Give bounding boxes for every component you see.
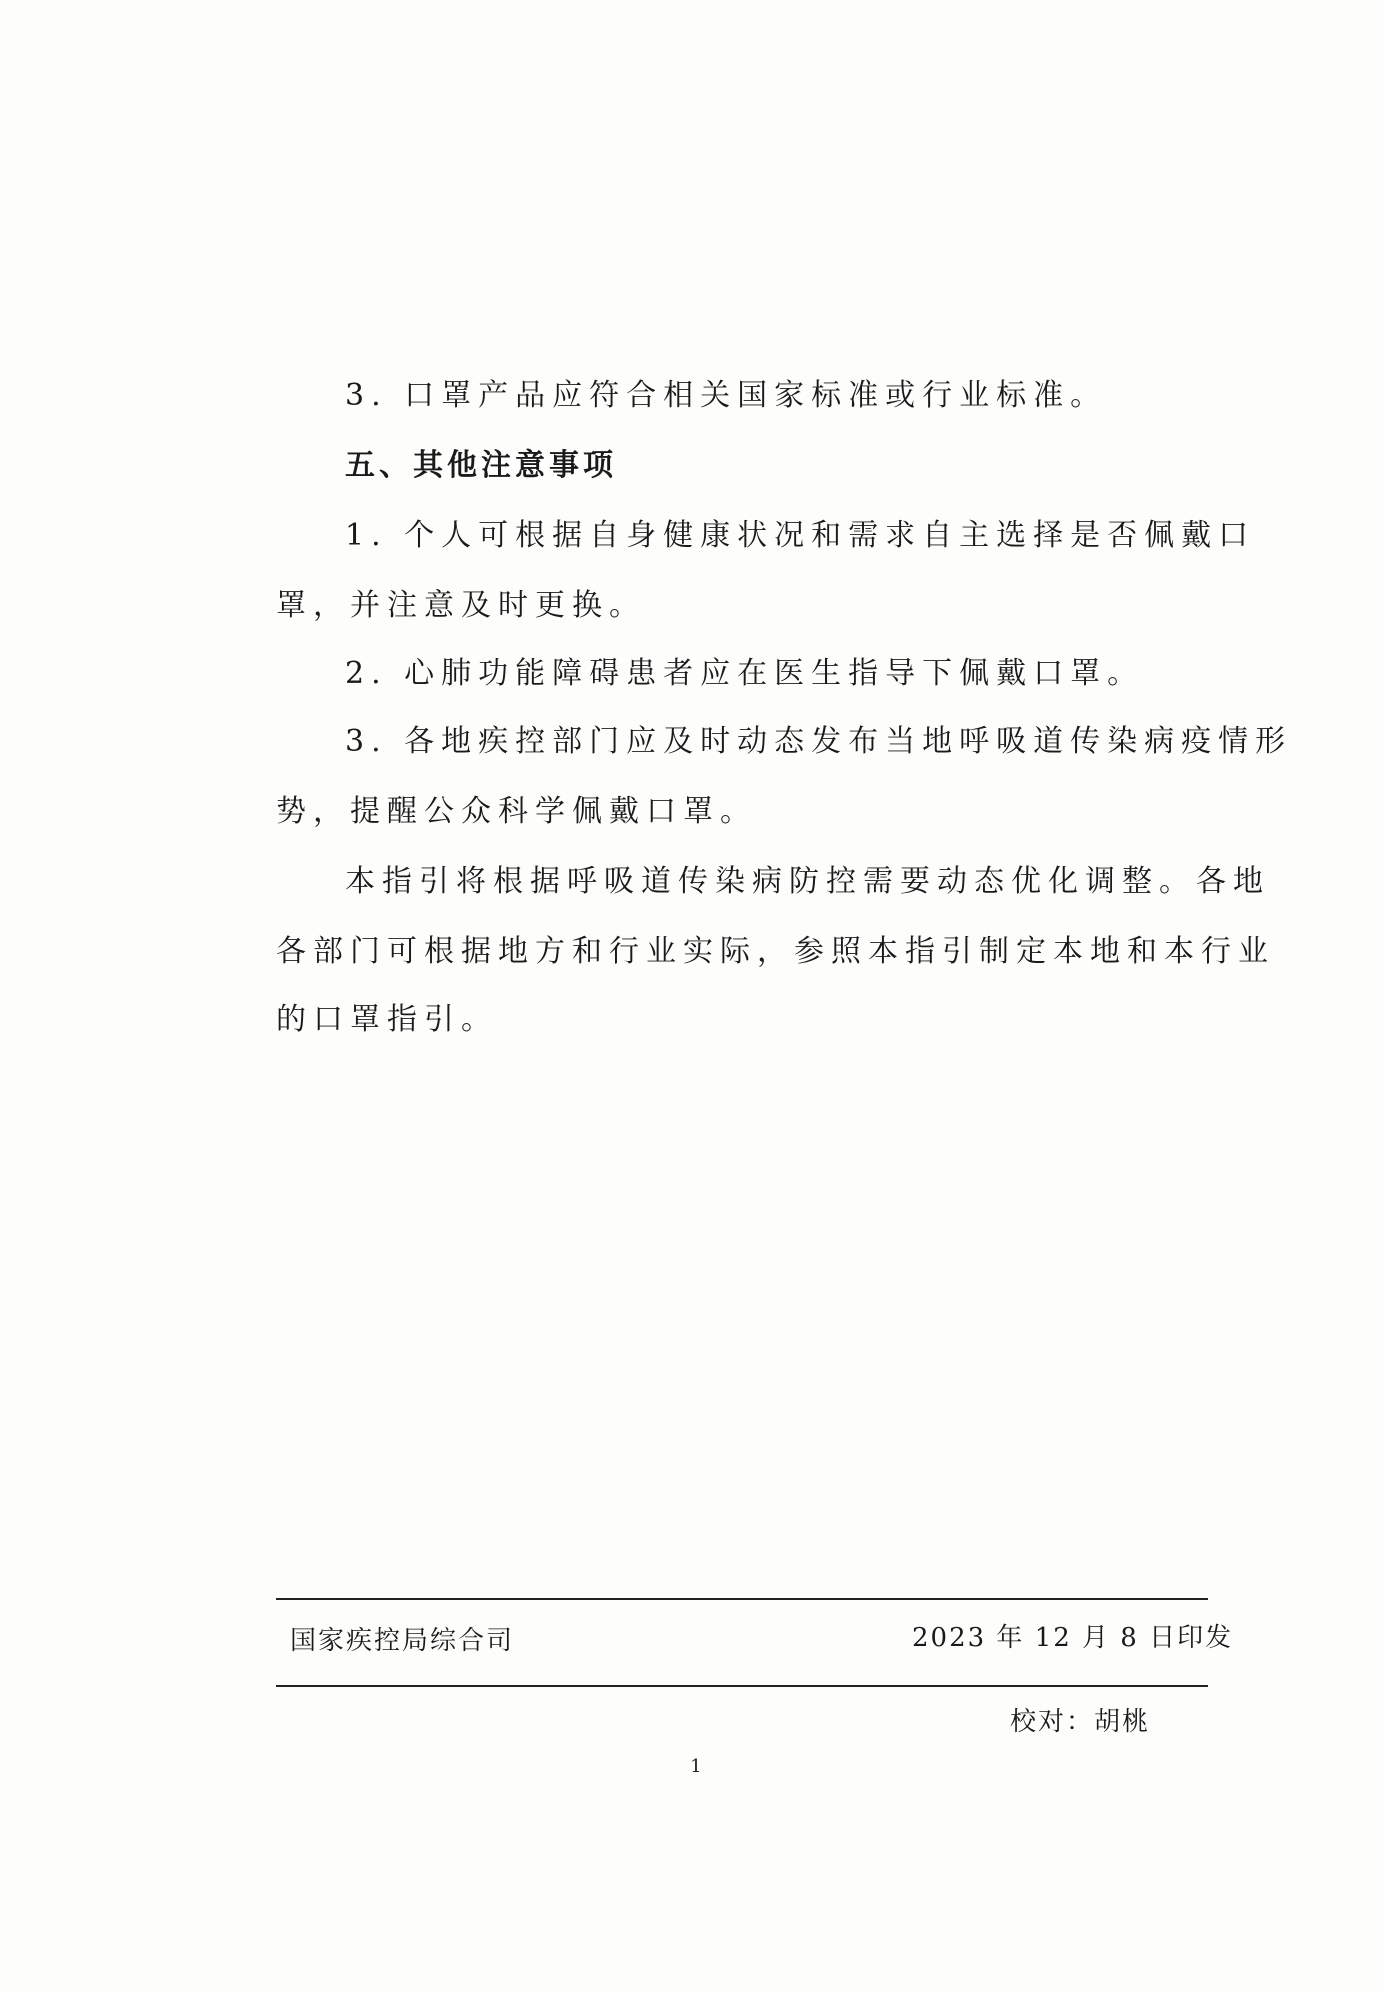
section-5-heading: 五、其他注意事项 xyxy=(345,448,617,483)
closing-paragraph-line-2: 各部门可根据地方和行业实际，参照本指引制定本地和本行业 xyxy=(276,934,1275,969)
issue-date: 2023 年 12 月 8 日印发 xyxy=(912,1623,1234,1653)
item-3-line-2: 势，提醒公众科学佩戴口罩。 xyxy=(276,794,757,829)
issuer: 国家疾控局综合司 xyxy=(290,1626,515,1656)
closing-paragraph-line-1: 本指引将根据呼吸道传染病防控需要动态优化调整。各地 xyxy=(345,864,1270,899)
page-number: 1 xyxy=(690,1756,702,1777)
proofreader: 校对：胡桃 xyxy=(1010,1707,1151,1737)
footer-bottom-rule xyxy=(276,1685,1208,1687)
item-3-line-1: 3. 各地疾控部门应及时动态发布当地呼吸道传染病疫情形 xyxy=(345,724,1293,759)
closing-paragraph-line-3: 的口罩指引。 xyxy=(276,1002,498,1037)
item-2: 2. 心肺功能障碍患者应在医生指导下佩戴口罩。 xyxy=(345,656,1145,691)
item-1-line-2: 罩，并注意及时更换。 xyxy=(276,588,646,623)
footer-top-rule xyxy=(276,1598,1208,1600)
item-3-mask-standard: 3. 口罩产品应符合相关国家标准或行业标准。 xyxy=(345,378,1108,413)
item-1-line-1: 1. 个人可根据自身健康状况和需求自主选择是否佩戴口 xyxy=(345,518,1256,553)
